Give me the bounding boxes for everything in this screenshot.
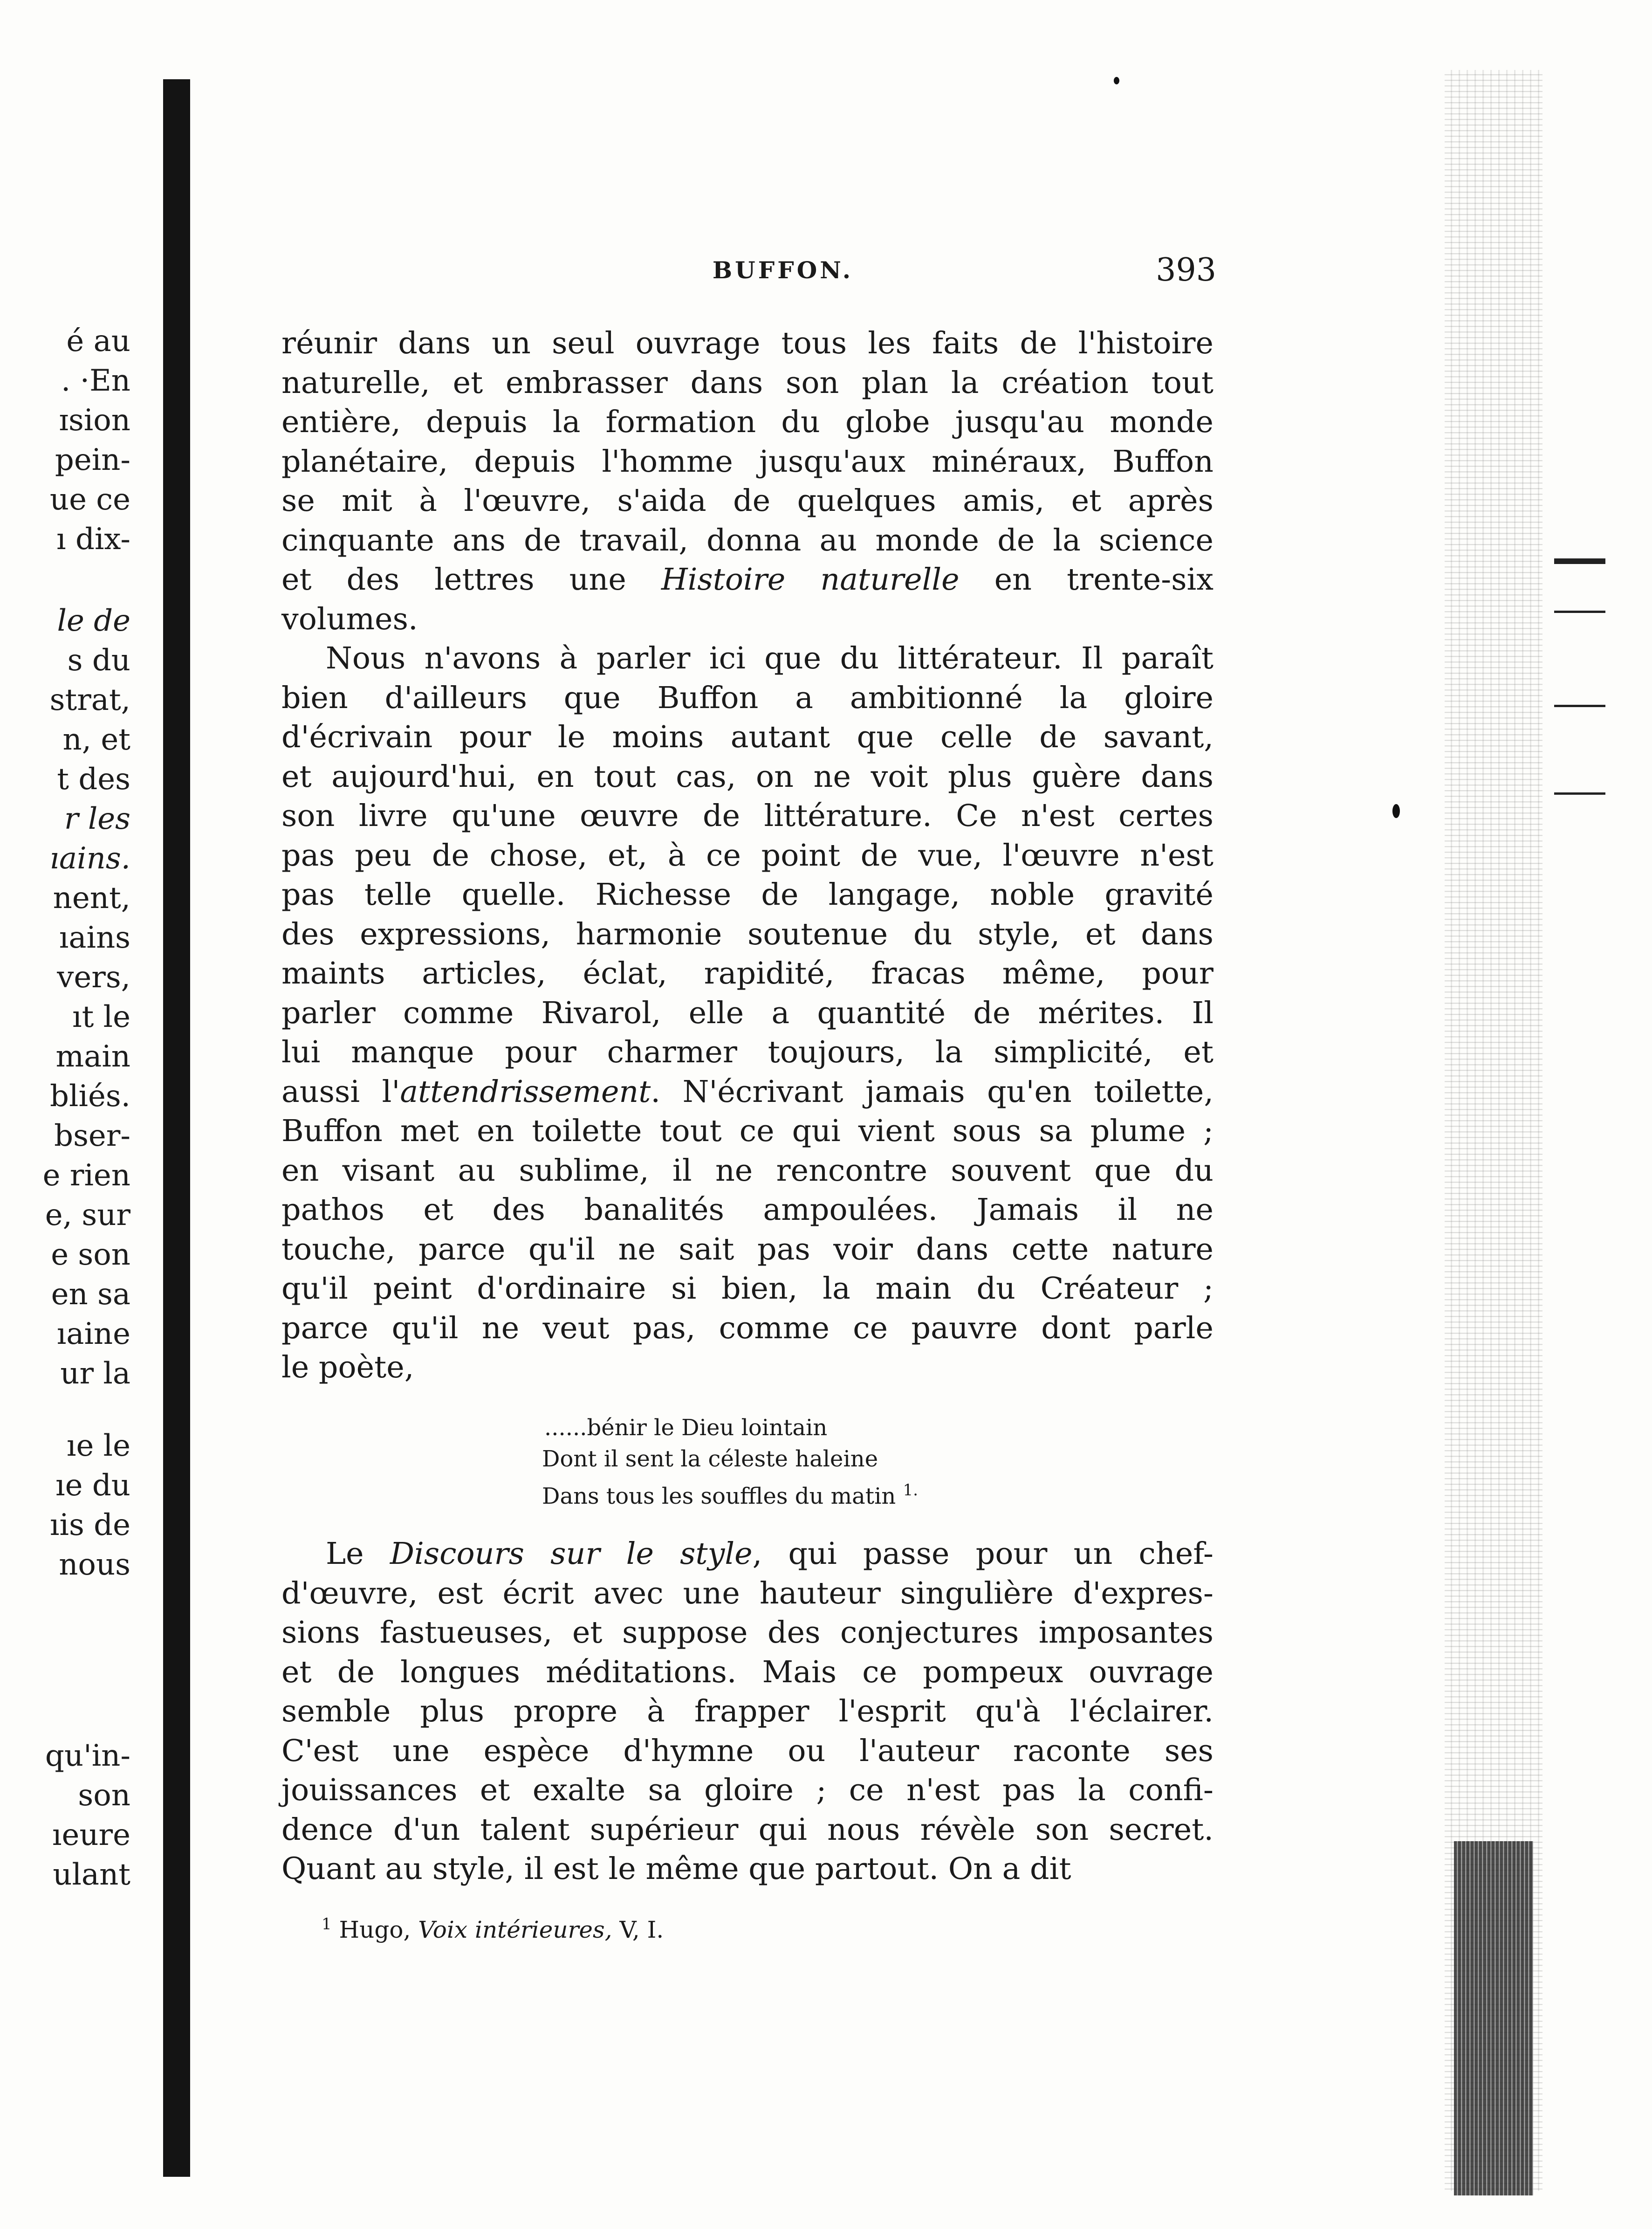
paragraph2-line: des expressions, harmonie soutenue du style, et dans — [281, 916, 1213, 952]
paragraph1-line: réunir dans un seul ouvrage tous les faits de l'histoire — [281, 326, 1213, 361]
edge-dash — [1554, 705, 1605, 707]
facing-page-fragment: nent, — [53, 881, 130, 915]
footnote-author: Hugo, — [339, 1916, 411, 1943]
facing-page-fragment: é au — [66, 324, 130, 358]
facing-page-fragment: nous — [59, 1548, 130, 1582]
binding-gutter — [163, 79, 190, 2177]
footnote-ref: 1. — [903, 1481, 919, 1500]
facing-page-fragment: strat, — [49, 683, 130, 717]
poem-line-text: Dans tous les souffles du matin — [542, 1483, 896, 1509]
footnote — [322, 1915, 664, 1943]
facing-page-fragment: e son — [51, 1238, 130, 1272]
paragraph2-line: touche, parce qu'il ne sait pas voir dans cette nature — [281, 1231, 1213, 1267]
facing-page-fragment: main — [55, 1039, 130, 1074]
paragraph3-line: dence d'un talent supérieur qui nous révèle son secret. — [281, 1812, 1213, 1847]
body-text — [281, 324, 1213, 1388]
paragraph3-line: sions fastueuses, et suppose des conjectures imposantes — [281, 1615, 1213, 1650]
facing-page-fragment: s du — [67, 643, 130, 678]
facing-page-fragment: ue ce — [49, 482, 130, 517]
footnote-work: Voix intérieures, — [418, 1916, 612, 1943]
paragraph1-line: cinquante ans de travail, donna au monde de la science — [281, 523, 1213, 558]
facing-page-fragment: en sa — [51, 1277, 130, 1312]
page-number: 393 — [1156, 252, 1216, 289]
poem-line: ......bénir le Dieu lointain — [544, 1415, 828, 1441]
paragraph2-line: lui manque pour charmer toujours, la simplicité, et — [281, 1035, 1213, 1070]
facing-page-fragment: r les — [64, 802, 130, 836]
facing-page-fragment: ıeure — [52, 1818, 130, 1852]
facing-page-fragment: ıt le — [72, 1000, 130, 1034]
paragraph2-line: maints articles, éclat, rapidité, fracas même, pour — [281, 956, 1213, 991]
facing-page-fragment: bliés. — [50, 1079, 130, 1114]
paragraph2-line: d'écrivain pour le moins autant que celle de savant, — [281, 720, 1213, 755]
paragraph1-line: volumes. — [281, 601, 418, 637]
edge-dash — [1554, 558, 1605, 564]
facing-page-fragment: t des — [57, 762, 130, 797]
body-text-continued — [281, 1534, 1213, 1889]
facing-page-fragment: . ·En — [61, 364, 130, 398]
facing-page-fragment: ulant — [53, 1858, 130, 1892]
facing-page-fragment: son — [78, 1778, 130, 1813]
page-edge-shadow — [1454, 1841, 1533, 2195]
paragraph2-line: pas telle quelle. Richesse de langage, noble gravité — [281, 877, 1213, 912]
footnote-mark: 1 — [322, 1915, 332, 1933]
facing-page-fragment: ıe du — [55, 1468, 130, 1503]
footnote-ref: V, I. — [619, 1916, 664, 1943]
running-head-title: BUFFON. — [712, 256, 854, 284]
facing-page-fragment: ıains — [59, 921, 130, 955]
paragraph3-line: et de longues méditations. Mais ce pompeux ouvrage — [281, 1654, 1213, 1690]
paragraph2-line: aussi l'attendrissement. N'écrivant jamais qu'en toilette, — [281, 1074, 1213, 1109]
facing-page-fragment: ıis de — [50, 1508, 130, 1542]
facing-page-fragment: n, et — [62, 722, 130, 757]
paragraph2-line: pathos et des banalités ampoulées. Jamais il ne — [281, 1192, 1213, 1227]
paragraph2-line: qu'il peint d'ordinaire si bien, la main du Créateur ; — [281, 1271, 1213, 1306]
paragraph3-line: C'est une espèce d'hymne ou l'auteur raconte ses — [281, 1733, 1213, 1768]
facing-page-fragment: e rien — [42, 1158, 130, 1193]
paragraph2-line: et aujourd'hui, en tout cas, on ne voit plus guère dans — [281, 759, 1213, 794]
poem-line — [542, 1475, 918, 1512]
poem-line: Dont il sent la céleste haleine — [542, 1446, 878, 1472]
facing-page-fragment: ıaine — [56, 1317, 130, 1351]
paragraph2-line: bien d'ailleurs que Buffon a ambitionné la gloire — [281, 680, 1213, 715]
paragraph2-line: parce qu'il ne veut pas, comme ce pauvre dont parle — [281, 1310, 1213, 1346]
facing-page-fragment: ı dix- — [56, 522, 130, 557]
ink-speck — [1114, 77, 1119, 84]
paragraph2-line: Buffon met en toilette tout ce qui vient sous sa plume ; — [281, 1114, 1213, 1149]
paragraph1-line: entière, depuis la formation du globe jusqu'au monde — [281, 405, 1213, 440]
facing-page-fragment: ıe le — [66, 1429, 130, 1463]
paragraph2-line: parler comme Rivarol, elle a quantité de mérites. Il — [281, 995, 1213, 1031]
paragraph3-line: semble plus propre à frapper l'esprit qu'à l'éclairer. — [281, 1694, 1213, 1729]
facing-page-fragment: pein- — [55, 443, 130, 477]
running-head — [280, 252, 1216, 289]
paragraph1-line: se mit à l'œuvre, s'aida de quelques amis, et après — [281, 483, 1213, 518]
facing-page-fragment: vers, — [57, 960, 130, 995]
paragraph1-line: et des lettres une Histoire naturelle en trente-six — [281, 562, 1213, 597]
paragraph2-line: son livre qu'une œuvre de littérature. Ce n'est certes — [281, 798, 1213, 833]
facing-page-fragment: ıains. — [49, 841, 130, 876]
edge-dash — [1554, 792, 1605, 795]
paragraph3-line: d'œuvre, est écrit avec une hauteur singulière d'expres- — [281, 1575, 1213, 1611]
facing-page-fragment: bser- — [54, 1119, 130, 1153]
paragraph2-line: en visant au sublime, il ne rencontre souvent que du — [281, 1153, 1213, 1188]
facing-page-fragment: le de — [57, 604, 130, 638]
facing-page-fragment: qu'in- — [45, 1739, 130, 1773]
paragraph3-line: jouissances et exalte sa gloire ; ce n'est pas la confi- — [281, 1773, 1213, 1808]
facing-page-fragment: ur la — [60, 1356, 130, 1391]
facing-page-fragment: e, sur — [45, 1198, 130, 1232]
ink-speck — [1392, 804, 1400, 818]
edge-dash — [1554, 611, 1605, 613]
paragraph3-line: Quant au style, il est le même que partout. On a dit — [281, 1851, 1071, 1886]
paragraph2-line: Nous n'avons à parler ici que du littérateur. Il paraît — [326, 641, 1213, 676]
facing-page-fragment: ɪsion — [59, 403, 130, 438]
poem-quotation — [544, 1412, 918, 1512]
paragraph2-line: pas peu de chose, et, à ce point de vue, l'œuvre n'est — [281, 838, 1213, 873]
paragraph1-line: planétaire, depuis l'homme jusqu'aux minéraux, Buffon — [281, 444, 1213, 479]
paragraph3-line: Le Discours sur le style, qui passe pour un chef- — [326, 1536, 1213, 1571]
paragraph2-line: le poète, — [281, 1350, 414, 1385]
paragraph1-line: naturelle, et embrasser dans son plan la création tout — [281, 365, 1213, 400]
facing-page-fragments — [0, 0, 130, 2229]
